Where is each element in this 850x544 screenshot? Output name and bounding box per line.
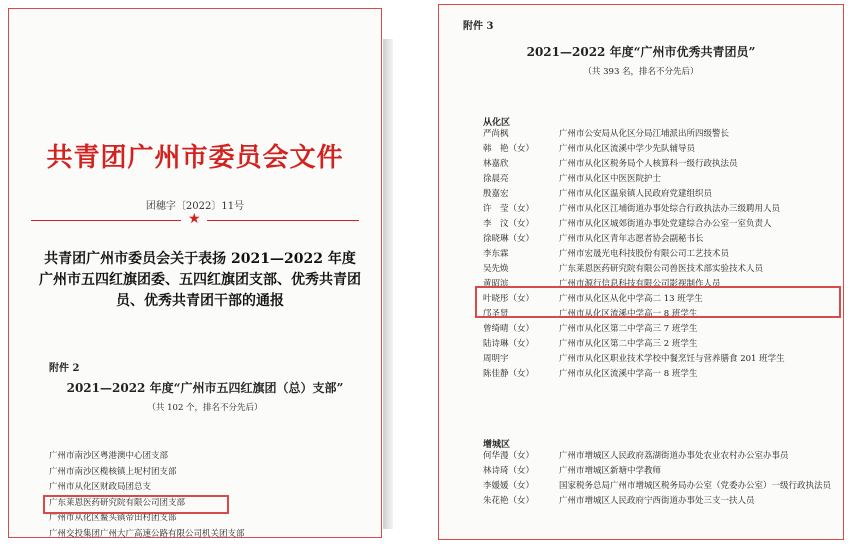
district-heading: 增城区 <box>483 440 511 450</box>
attachment-title: 2021—2022 年度“广州市优秀共青团员” <box>526 45 756 59</box>
member-unit: 广州市从化区从化中学高二 13 班学生 <box>559 294 703 304</box>
member-unit: 广东莱恩医药研究院有限公司兽医技术部实验技术人员 <box>559 264 764 274</box>
member-row <box>483 174 835 185</box>
member-name: 吴先焕 <box>483 264 509 274</box>
member-row <box>483 451 835 462</box>
member-name: 严尚枫 <box>483 129 509 139</box>
member-name: 陈佳静（女） <box>483 369 535 379</box>
member-unit: 广州市从化区流溪中学高一 8 班学生 <box>559 309 698 319</box>
member-unit: 国家税务总局广州市增城区税务局办公室（党委办公室）一级行政执法员 <box>559 481 832 491</box>
organization-item: 广州市从化区鳌头镇帝田村团支部 <box>49 513 177 523</box>
document-header-title: 共青团广州市委员会文件 <box>46 143 344 173</box>
member-name: 徐晓琳（女） <box>483 234 535 244</box>
member-row <box>483 339 835 350</box>
member-row <box>483 234 835 245</box>
member-list-conghua <box>483 129 835 384</box>
member-list-zengcheng <box>483 451 835 511</box>
left-document-page <box>8 8 382 538</box>
notice-heading: 共青团广州市委员会关于表扬 2021—2022 年度广州市五四红旗团委、五四红旗团支部、优秀共青团员、优秀共青团干部的通报 <box>39 251 361 309</box>
member-row <box>483 481 835 492</box>
organization-item: 广州交投集团广州大广高速公路有限公司机关团支部 <box>49 528 245 539</box>
member-name: 陆诗琳（女） <box>483 339 535 349</box>
member-row <box>483 219 835 230</box>
member-name: 李东霖 <box>483 249 509 259</box>
member-row <box>483 496 835 507</box>
member-name: 林嘉欣 <box>483 159 509 169</box>
member-name: 朱花艳（女） <box>483 496 535 506</box>
member-name: 叶晓彤（女） <box>483 294 535 304</box>
member-unit: 广州市从化区流溪中学少先队辅导员 <box>559 144 696 154</box>
member-unit: 广州市从化区温泉镇人民政府党建组织员 <box>559 189 713 199</box>
member-row <box>483 324 835 335</box>
member-name: 殷嘉宏 <box>483 189 509 199</box>
attachment-label: 附件 2 <box>49 363 80 374</box>
highlight-box-left <box>43 495 229 514</box>
red-rule-right <box>207 220 359 221</box>
member-row <box>483 264 835 275</box>
member-unit: 广州市从化区流溪中学高一 8 班学生 <box>559 369 698 379</box>
organization-item-highlighted: 广东莱恩医药研究院有限公司团支部 <box>49 497 186 508</box>
member-row <box>483 159 835 170</box>
member-name: 徐晨亮 <box>483 174 509 184</box>
member-name: 韩 艳（女） <box>483 144 535 154</box>
page-edge-shadow <box>383 39 393 529</box>
member-row <box>483 369 835 380</box>
member-unit: 广州市从化区职业技术学校中餐烹饪与营养膳食 201 班学生 <box>559 354 785 364</box>
member-name: 林诗琦（女） <box>483 466 535 476</box>
member-unit: 广州市增城区新塘中学教师 <box>559 466 662 476</box>
member-unit: 广州市从化区青年志愿者协会副秘书长 <box>559 234 704 244</box>
member-name: 邝圣贤 <box>483 309 509 319</box>
member-row <box>483 354 835 365</box>
member-unit: 广州市增城区人民政府荔湖街道办事处农业农村办公室办事员 <box>559 451 789 461</box>
member-unit: 广州市增城区人民政府宁西街道办事处三支一扶人员 <box>559 496 755 506</box>
organization-item: 广州市南沙区榄核镇上坭村团支部 <box>49 466 177 477</box>
document-number: 团穗字〔2022〕11号 <box>145 201 245 212</box>
member-unit: 广州市从化区税务局个人核算科一级行政执法员 <box>559 159 738 169</box>
member-row <box>483 189 835 200</box>
member-unit: 广州市从化区江埔街道办事处综合行政执法办三级聘用人员 <box>559 204 781 214</box>
member-unit: 广州市从化区中医医院护士 <box>559 174 662 184</box>
member-unit: 广州市源行信息科技有限公司影视制作人员 <box>559 279 721 289</box>
attachment-title: 2021—2022 年度“广州市五四红旗团（总）支部” <box>66 381 344 395</box>
member-name: 周明宇 <box>483 354 509 364</box>
right-document-page <box>438 4 844 540</box>
member-name: 许 莹（女） <box>483 204 535 214</box>
highlight-box-right <box>475 286 841 318</box>
member-unit: 广州市公安局从化区分局江埔派出所四级警长 <box>559 129 730 139</box>
member-unit: 广州市从化区城郊街道办事处党建综合办公室一室负责人 <box>559 219 772 229</box>
member-row <box>483 144 835 155</box>
member-row <box>483 466 835 477</box>
member-name: 黄昭滨 <box>483 279 509 289</box>
member-unit: 广州市宏晟光电科技股份有限公司工艺技术员 <box>559 249 730 259</box>
member-row <box>483 204 835 215</box>
organization-item: 广州市南沙区粤港澳中心团支部 <box>49 451 169 461</box>
member-name: 曾绮晴（女） <box>483 324 535 334</box>
attachment-note: （共 102 个，排名不分先后） <box>147 403 263 413</box>
member-name: 李媛媛（女） <box>483 481 535 491</box>
member-name: 何华漫（女） <box>483 451 535 461</box>
star-icon: ★ <box>188 211 201 227</box>
attachment-note: （共 393 名，排名不分先后） <box>583 67 699 77</box>
red-rule-left <box>31 220 181 221</box>
district-heading: 从化区 <box>483 118 511 128</box>
member-row <box>483 249 835 260</box>
attachment-label: 附件 3 <box>463 21 494 32</box>
member-name: 李 汶（女） <box>483 219 535 229</box>
member-unit: 广州市从化区第二中学高三 2 班学生 <box>559 339 698 349</box>
member-row <box>483 129 835 140</box>
organization-item: 广州市从化区财政局团总支 <box>49 482 152 492</box>
member-unit: 广州市从化区第二中学高三 7 班学生 <box>559 324 698 334</box>
